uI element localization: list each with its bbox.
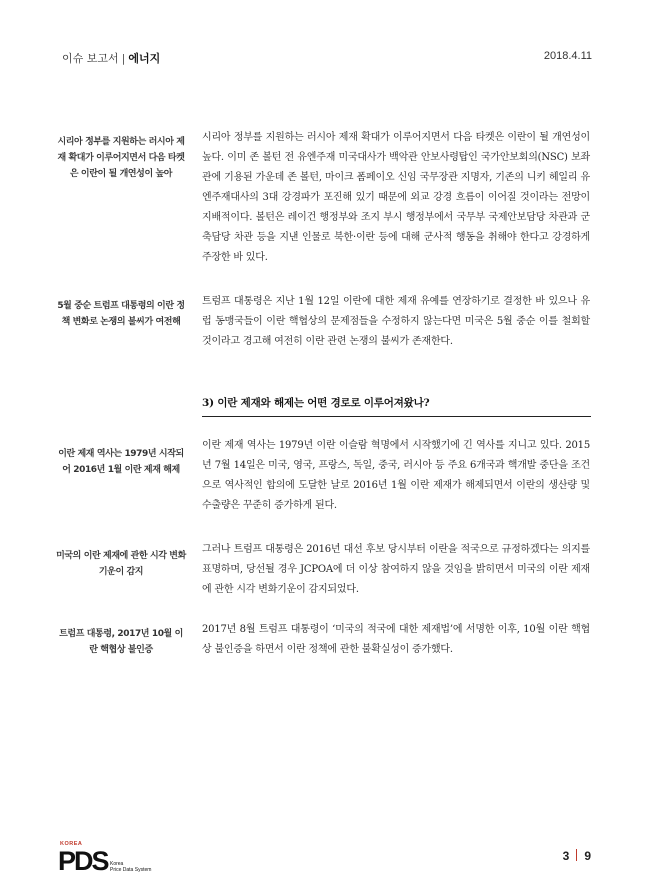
side-summary-3: 이란 제재 역사는 1979년 시작되어 2016년 1월 이란 제재 해제 [58, 449, 184, 475]
section-heading: 3) 이란 제재와 해제는 어떤 경로로 이루어져왔나? [202, 395, 591, 417]
side-summary-2: 5월 중순 트럼프 대통령의 이란 정책 변화로 논쟁의 불씨가 여전해 [57, 301, 185, 327]
body-paragraph-5: 2017년 8월 트럼프 대통령이 ‘미국의 적국에 대한 제재법’에 서명한 이후, 10월 이란 핵협상 불인증을 하면서 이란 정책에 관한 불확실성이 증가했다. [202, 624, 590, 655]
page-total: 9 [584, 849, 591, 863]
page-number [563, 849, 591, 863]
side-summary-5: 트럼프 대통령, 2017년 10월 이란 핵협상 불인증 [59, 629, 183, 655]
kpds-logo [58, 838, 178, 874]
body-paragraph-3: 이란 제재 역사는 1979년 이란 이슬람 혁명에서 시작했기에 긴 역사를 지니고 있다. 2015년 7월 14일은 미국, 영국, 프랑스, 독일, 중국, 러시아 등 주요 6개국과 핵개발 중단을 조건으로 역사적인 합의에 도달한 날로 2016년 1월 이란 제재가 해제되면서 이란의 생산량 및 수출량은 꾸준히 증가하게 된다. [202, 440, 590, 511]
page-separator-bar [576, 849, 577, 861]
body-paragraph-2: 트럼프 대통령은 지난 1월 12일 이란에 대한 제재 유예를 연장하기로 결정한 바 있으나 유럽 동맹국들이 이란 핵협상의 문제점들을 수정하지 않는다면 미국은 5월 중순 이를 철회할 것이라고 경고해 여전히 이란 관련 논쟁의 불씨가 존재한다. [202, 296, 590, 347]
logo-korea-text: KOREA [60, 841, 83, 847]
page-current: 3 [562, 849, 570, 863]
report-date: 2018.4.11 [543, 50, 592, 62]
body-paragraph-4: 그러나 트럼프 대통령은 2016년 대선 후보 당시부터 이란을 적국으로 규정하겠다는 의지를 표명하며, 당선될 경우 JCPOA에 더 이상 참여하지 않을 것임을 밝히면서 미국의 이란 제재에 관한 시각 변화기운이 감지되었다. [202, 544, 590, 595]
report-title [62, 50, 160, 66]
logo-korea-sub: Korea [110, 861, 124, 867]
logo-pds-sub: Price Data System [110, 867, 152, 873]
report-category: 에너지 [128, 52, 161, 65]
side-summary-4: 미국의 이란 제재에 관한 시각 변화기운이 감지 [56, 551, 186, 577]
side-summary-1: 시리아 정부를 지원하는 러시아 제재 확대가 이루어지면서 다음 타켓은 이란이 될 개연성이 높아 [57, 137, 185, 179]
header-separator: | [121, 52, 126, 65]
report-type: 이슈 보고서 [62, 52, 119, 65]
logo-pds-text: PDS [58, 846, 108, 874]
body-paragraph-1: 시리아 정부를 지원하는 러시아 제재 확대가 이루어지면서 다음 타켓은 이란이 될 개연성이 높다. 이미 존 볼턴 전 유엔주재 미국대사가 백악관 안보사령탑인 국가안보회의(NSC) 보좌관에 기용된 가운데 존 볼턴, 마이크 폼페이오 신임 국무장관 지명자, 기존의 니키 헤일리 유엔주재대사의 3대 강경파가 포진해 있기 때문에 외교 강경 흐름이 이어질 것이라는 전망이 지배적이다. 볼턴은 레이건 행정부와 조지 부시 행정부에서 국무부 국제안보담당 차관과 군축담당 차관 등을 지낸 인물로 북한·이란 등에 대해 군사적 행동을 취해야 한다고 강경하게 주장한 바 있다. [202, 132, 590, 263]
